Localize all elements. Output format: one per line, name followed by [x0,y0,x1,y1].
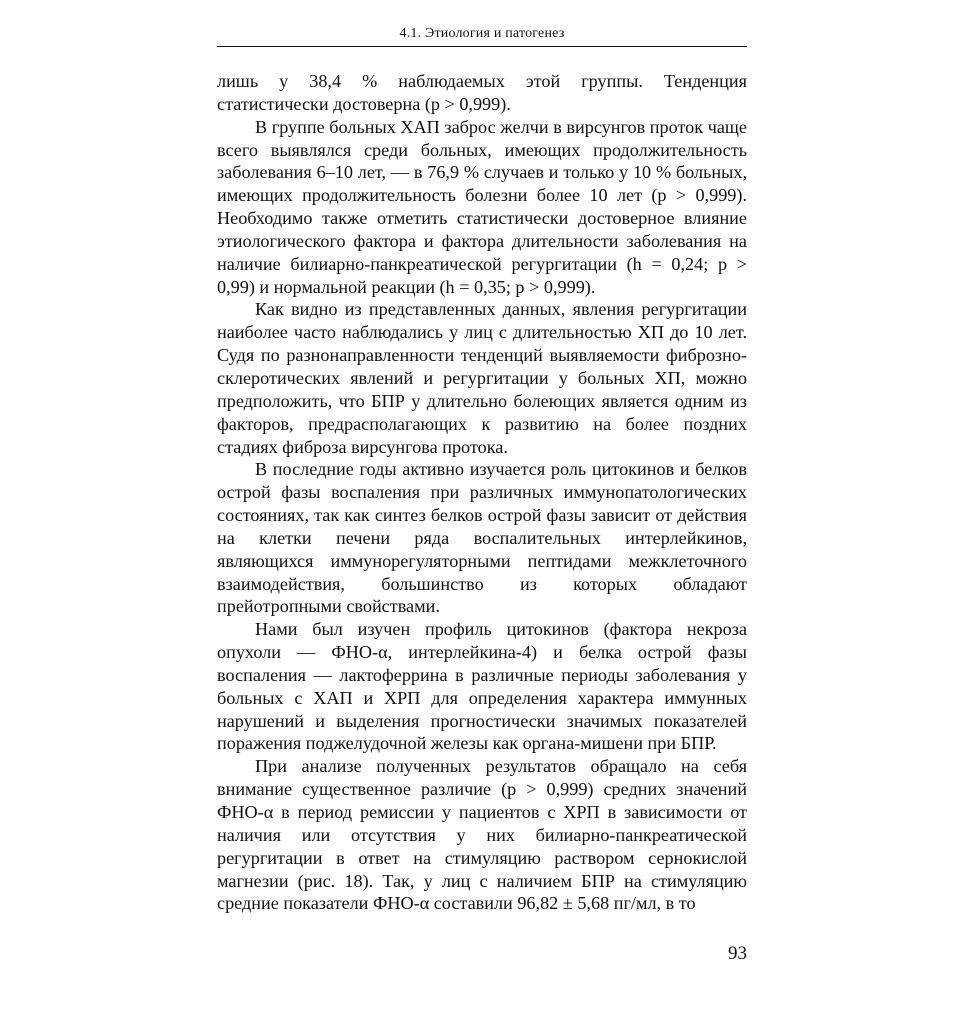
paragraph: В последние годы активно изучается роль цитокинов и белков острой фазы воспаления при различных иммунопатологических состояниях, так как синтез белков острой фазы зависит от действия на клетки печени ряда воспалительных интерлейкинов, являющихся иммунорегуляторными пептидами межклеточного взаимодействия, большинство из которых обладают прейотропными свойствами. [217,459,747,617]
page-number: 93 [728,943,747,964]
book-page [217,0,747,1014]
running-head: 4.1. Этиология и патогенез [399,26,565,41]
header-rule [217,46,747,47]
body-text [217,70,747,915]
paragraph: Как видно из представленных данных, явления регургитации наиболее часто наблюдались у лиц с длительностью ХП до 10 лет. Судя по разнонаправленности тенденций выявляемости фиброзно-склеротических явлений и регургитации у больных ХП, можно предположить, что БПР у длительно болеющих является одним из факторов, предрасполагающих к развитию на более поздних стадиях фиброза вирсунгова протока. [217,299,747,457]
paragraph: При анализе полученных результатов обращало на себя внимание существенное различие (p > 0,999) средних значений ФНО-α в период ремиссии у пациентов с ХРП в зависимости от наличия или отсутствия у них билиарно-панкреатической регургитации в ответ на стимуляцию раствором сернокислой магнезии (рис. 18). Так, у лиц с наличием БПР на стимуляцию средние показатели ФНО-α составили 96,82 ± 5,68 пг/мл, в то [217,756,747,914]
paragraph: Нами был изучен профиль цитокинов (фактора некроза опухоли — ФНО-α, интерлейкина-4) и белка острой фазы воспаления — лактоферрина в различные периоды заболевания у больных с ХАП и ХРП для определения характера иммунных нарушений и выделения прогностически значимых показателей поражения поджелудочной железы как органа-мишени при БПР. [217,619,747,754]
paragraph: лишь у 38,4 % наблюдаемых этой группы. Тенденция статистически достоверна (p > 0,999). [217,71,747,114]
paragraph: В группе больных ХАП заброс желчи в вирсунгов проток чаще всего выявлялся среди больных, имеющих продолжительность заболевания 6–10 лет, — в 76,9 % случаев и только у 10 % больных, имеющих продолжительность болезни более 10 лет (p > 0,999). Необходимо также отметить статистически достоверное влияние этиологического фактора и фактора длительности заболевания на наличие билиарно-панкреатической регургитации (h = 0,24; p > 0,99) и нормальной реакции (h = 0,35; p > 0,999). [217,116,747,297]
